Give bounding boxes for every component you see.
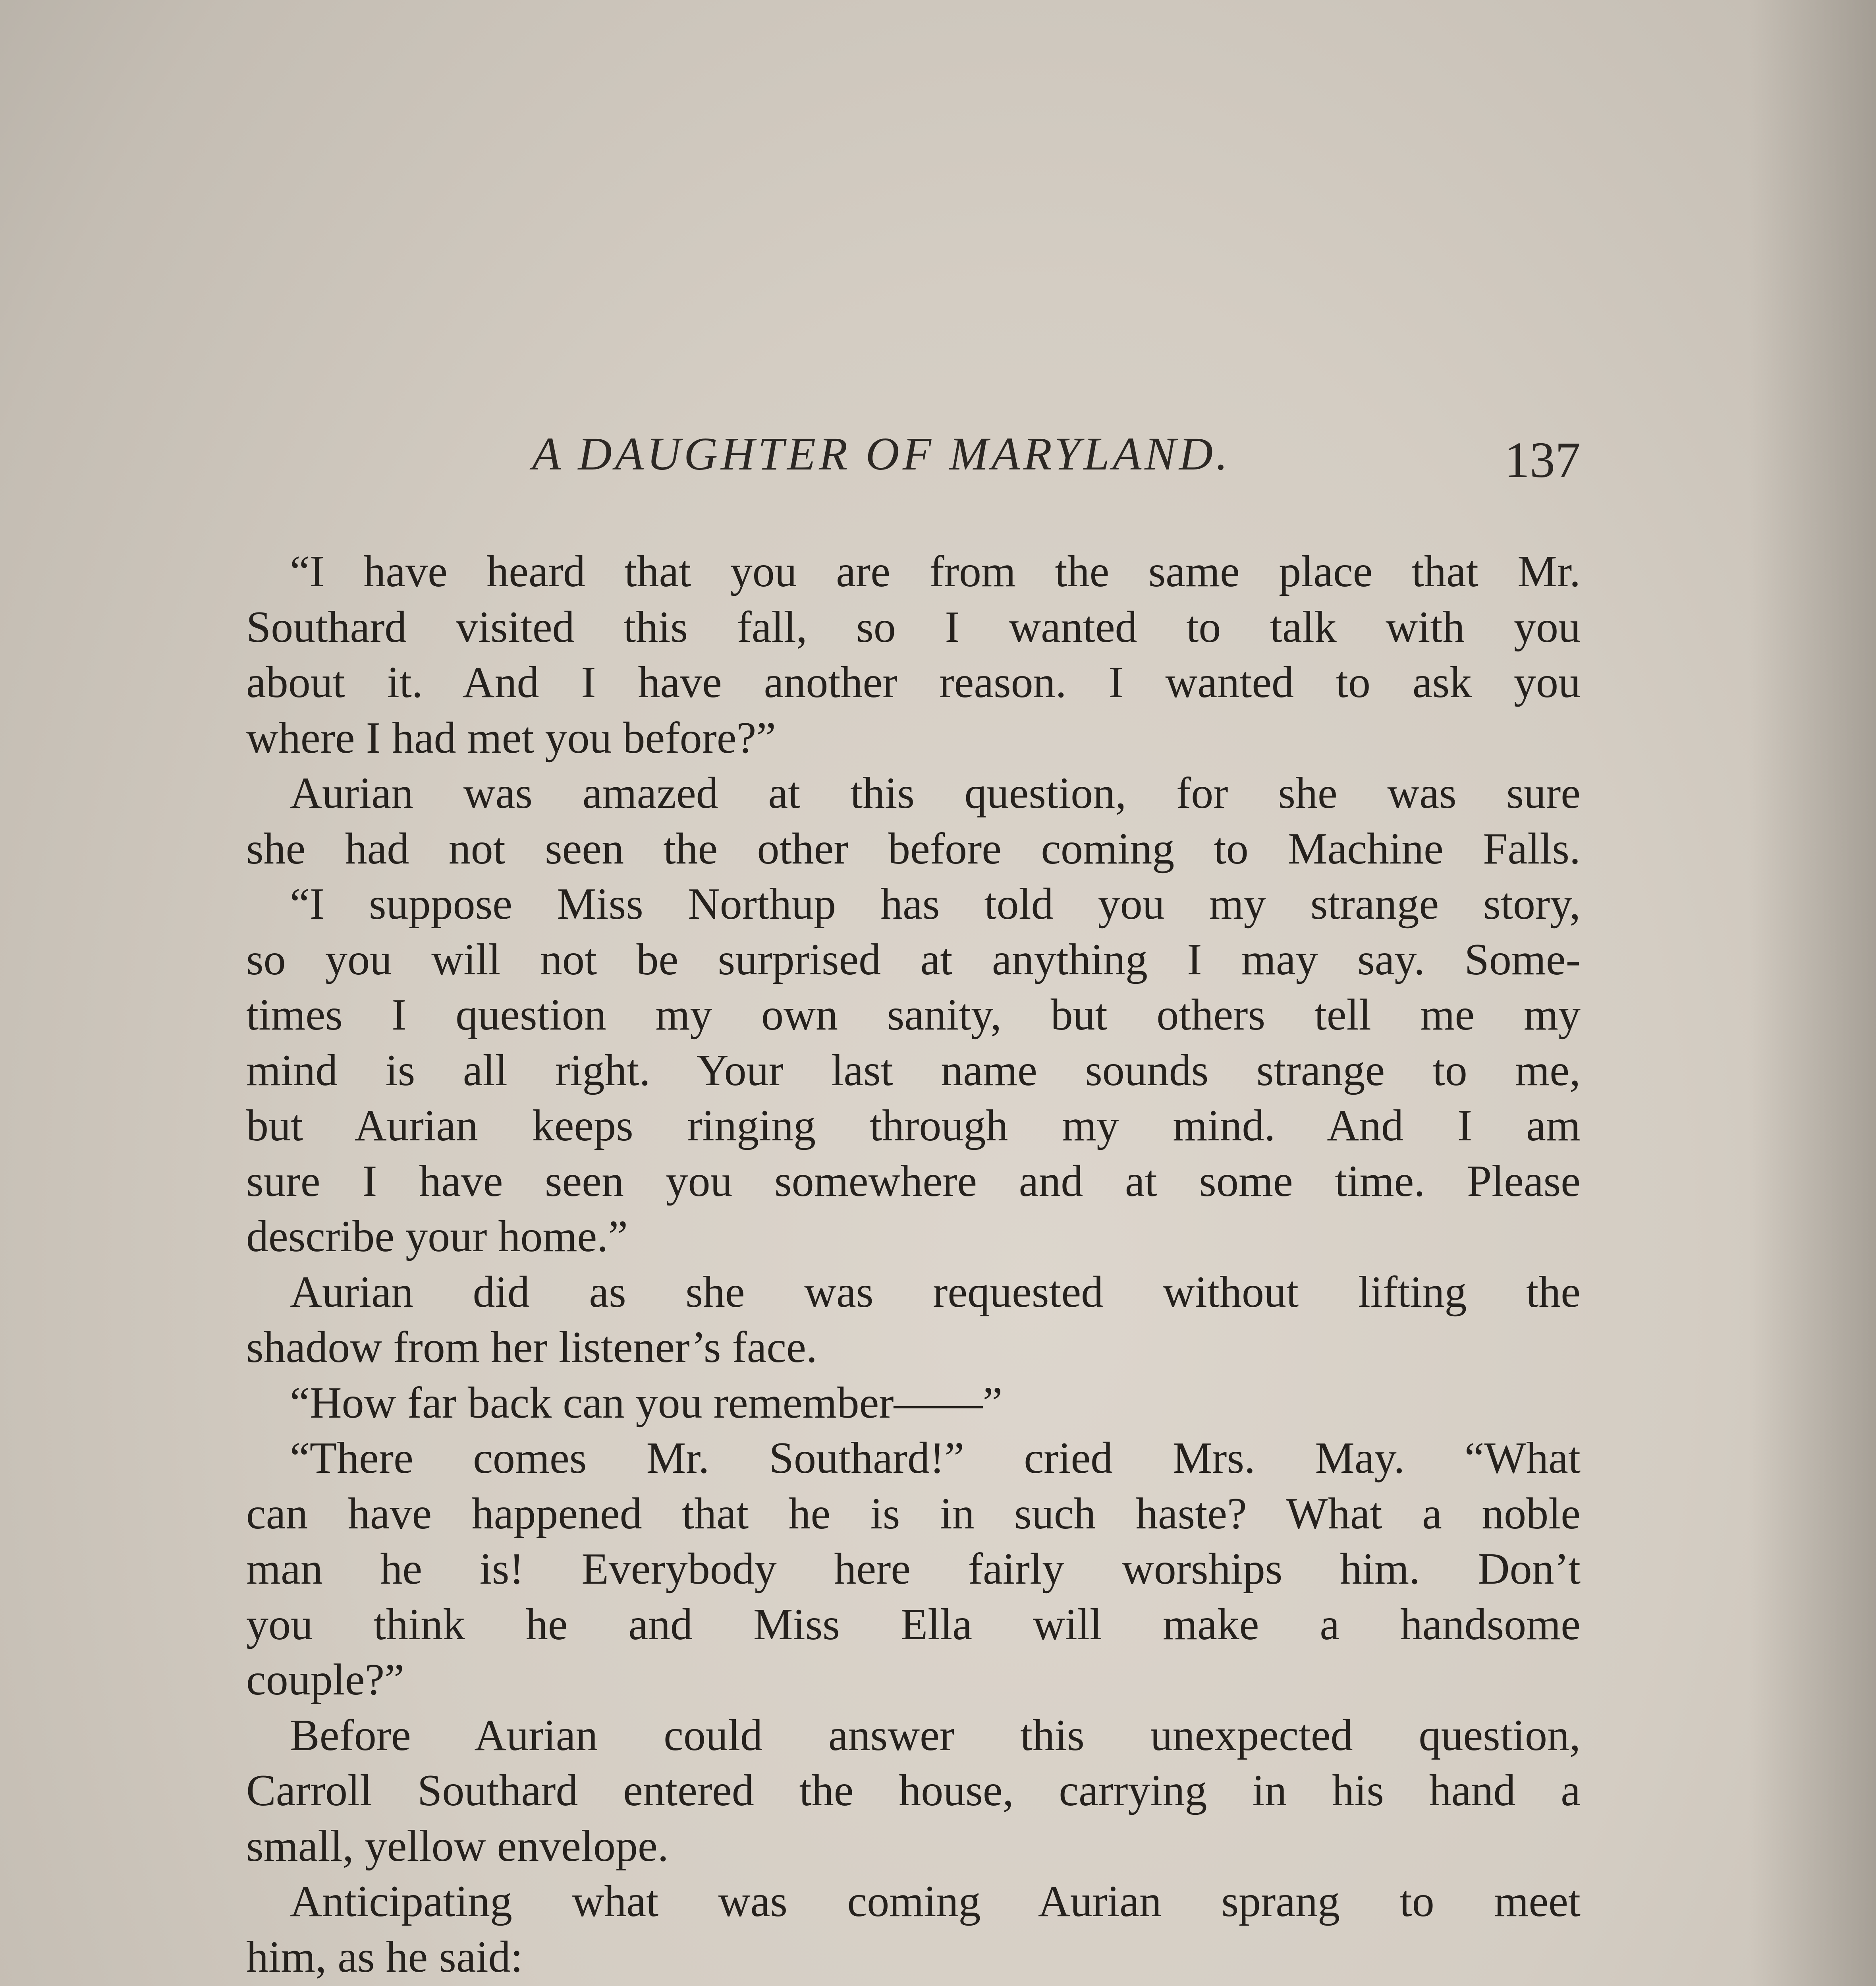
text-line: about it. And I have another reason. I wanted to ask you — [246, 658, 1581, 707]
text-line: Before Aurian could answer this unexpected question, — [290, 1710, 1581, 1760]
text-line: small, yellow envelope. — [246, 1821, 669, 1871]
text-line: she had not seen the other before coming to Machine Falls. — [246, 824, 1581, 873]
text-line: mind is all right. Your last name sounds strange to me, — [246, 1045, 1581, 1095]
page-edge-shadow — [1749, 0, 1876, 1986]
text-line: can have happened that he is in such haste? What a noble — [246, 1489, 1581, 1538]
page-number: 137 — [1504, 432, 1581, 488]
text-line: “How far back can you remember——” — [290, 1378, 1003, 1428]
body-text — [246, 544, 1581, 1986]
text-line: couple?” — [246, 1655, 404, 1704]
text-line: shadow from her listener’s face. — [246, 1323, 817, 1372]
text-line: “There comes Mr. Southard!” cried Mrs. May. “What — [290, 1433, 1581, 1483]
text-line: times I question my own sanity, but others tell me my — [246, 990, 1581, 1039]
text-line: so you will not be surprised at anything I may say. Some- — [246, 935, 1581, 984]
text-line: Anticipating what was coming Aurian sprang to meet — [290, 1877, 1581, 1926]
text-line: where I had met you before?” — [246, 713, 776, 763]
text-line: Carroll Southard entered the house, carrying in his hand a — [246, 1766, 1581, 1815]
text-line: Aurian was amazed at this question, for she was sure — [290, 769, 1581, 818]
text-line: man he is! Everybody here fairly worships him. Don’t — [246, 1544, 1581, 1594]
text-line: “I suppose Miss Northup has told you my strange story, — [290, 879, 1581, 929]
text-line: sure I have seen you somewhere and at some time. Please — [246, 1156, 1581, 1206]
running-title: A DAUGHTER OF MARYLAND. — [532, 428, 1231, 480]
text-line: you think he and Miss Ella will make a handsome — [246, 1600, 1581, 1649]
text-line: him, as he said: — [246, 1932, 523, 1982]
text-line: but Aurian keeps ringing through my mind. And I am — [246, 1101, 1581, 1150]
text-line: Southard visited this fall, so I wanted to talk with you — [246, 602, 1581, 652]
text-line: describe your home.” — [246, 1212, 628, 1261]
page-header — [254, 427, 1581, 491]
text-line: Aurian did as she was requested without lifting the — [290, 1267, 1581, 1317]
text-line: “I have heard that you are from the same place that Mr. — [290, 547, 1581, 596]
